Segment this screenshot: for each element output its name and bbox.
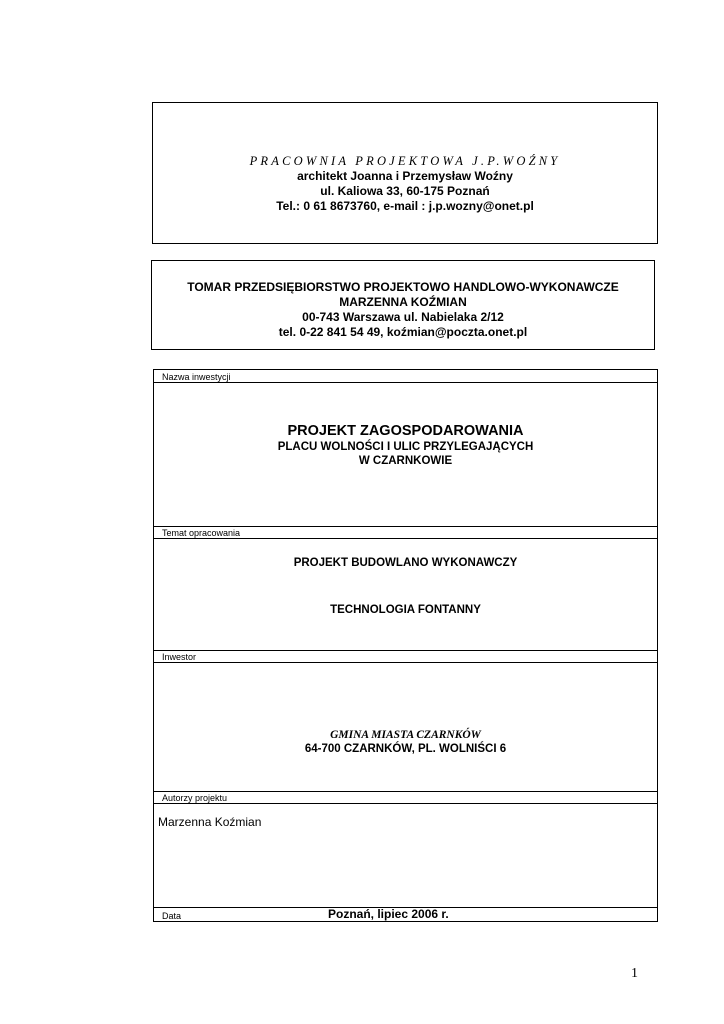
investment-section	[154, 423, 657, 468]
company-header-box	[151, 260, 655, 350]
topic-line-2: TECHNOLOGIA FONTANNY	[330, 604, 481, 616]
author-name: Marzenna Koźmian	[158, 815, 262, 829]
investor-section	[154, 728, 657, 756]
investor-address: 64-700 CZARNKÓW, PL. WOLNIŚCI 6	[304, 743, 507, 755]
divider	[154, 382, 657, 383]
topic-label: Temat opracowania	[162, 528, 241, 538]
company-address: 00-743 Warszawa ul. Nabielaka 2/12	[302, 310, 504, 324]
investment-title: PROJEKT ZAGOSPODAROWANIA	[287, 423, 524, 439]
office-architects: architekt Joanna i Przemysław Woźny	[297, 169, 513, 183]
investment-subtitle-2: W CZARNKOWIE	[358, 455, 453, 467]
company-name: TOMAR PRZEDSIĘBIORSTWO PROJEKTOWO HANDLOWO-WYKONAWCZE	[187, 280, 619, 294]
date-label: Data	[162, 911, 182, 921]
company-info	[152, 280, 654, 340]
investment-subtitle-1: PLACU WOLNOŚCI I ULIC PRZYLEGAJĄCYCH	[277, 441, 534, 453]
office-header-box	[152, 102, 658, 244]
date-value: Poznań, lipiec 2006 r.	[328, 907, 449, 921]
office-name: PRACOWNIA PROJEKTOWA J.P.WOŹNY	[249, 154, 561, 168]
topic-line-1: PROJEKT BUDOWLANO WYKONAWCZY	[293, 557, 518, 569]
company-owner: MARZENNA KOŹMIAN	[339, 295, 467, 309]
divider	[154, 538, 657, 539]
topic-line-2-wrap	[154, 603, 657, 617]
page-number: 1	[631, 966, 638, 981]
divider	[154, 803, 657, 804]
office-contact: Tel.: 0 61 8673760, e-mail : j.p.wozny@onet.pl	[276, 199, 534, 213]
divider	[154, 791, 657, 792]
divider	[154, 526, 657, 527]
divider	[154, 650, 657, 651]
office-address: ul. Kaliowa 33, 60-175 Poznań	[320, 184, 490, 198]
investor-label: Inwestor	[162, 652, 197, 662]
office-info	[153, 153, 657, 214]
investor-name: GMINA MIASTA CZARNKÓW	[330, 729, 481, 741]
company-contact: tel. 0-22 841 54 49, koźmian@poczta.onet.pl	[278, 325, 528, 339]
divider	[154, 662, 657, 663]
investment-label: Nazwa inwestycji	[162, 372, 231, 382]
title-block-table	[153, 369, 658, 922]
topic-line-1-wrap	[154, 556, 657, 570]
authors-label: Autorzy projektu	[162, 793, 228, 803]
